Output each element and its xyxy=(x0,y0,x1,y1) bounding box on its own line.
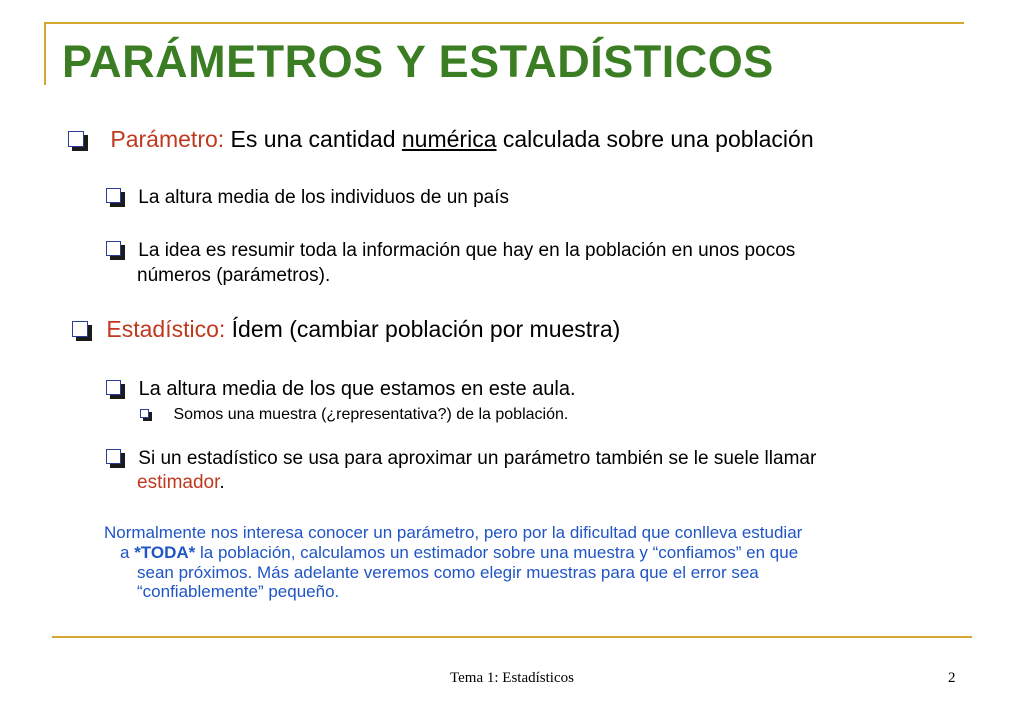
param-def-a: Es una cantidad xyxy=(224,126,402,152)
checkbox-bullet-icon xyxy=(68,131,88,151)
param-example-1: La altura media de los individuos de un país xyxy=(138,187,510,208)
stat-example-2-line-2 xyxy=(137,472,225,494)
checkbox-bullet-icon xyxy=(72,321,92,341)
left-border-line xyxy=(44,22,46,85)
top-border-line xyxy=(44,22,964,24)
stat-def: Ídem (cambiar población por muestra) xyxy=(225,316,621,342)
stat-example-2-line-1: Si un estadístico se usa para aproximar un parámetro también se le suele llamar xyxy=(138,448,817,469)
term-estadistico: Estadístico: xyxy=(106,316,226,342)
sub-bullet-param-ex2 xyxy=(106,240,795,262)
term-parametro: Parámetro: xyxy=(110,126,225,152)
note-line-1: Normalmente nos interesa conocer un parámetro, pero por la dificultad que conlleva estudiar xyxy=(104,523,803,542)
sub-bullet-stat-ex2 xyxy=(106,448,816,470)
bullet-estadistico xyxy=(72,316,620,343)
sub-bullet-param-ex1 xyxy=(106,187,509,209)
checkbox-bullet-icon xyxy=(106,188,125,207)
page-number: 2 xyxy=(948,670,956,686)
param-example-2-line-2: números (parámetros). xyxy=(137,265,331,286)
footer-title: Tema 1: Estadísticos xyxy=(450,670,574,686)
note-line-2 xyxy=(120,543,798,563)
note-line-2a: a xyxy=(120,543,135,562)
note-emphasis-toda: *TODA* xyxy=(134,543,196,562)
stat-example-1-sub: Somos una muestra (¿representativa?) de la población. xyxy=(173,406,569,423)
checkbox-bullet-icon xyxy=(106,241,125,260)
checkbox-bullet-icon xyxy=(106,449,125,468)
sub-sub-bullet-stat-ex1 xyxy=(140,406,568,424)
term-estimador: estimador xyxy=(137,472,220,493)
checkbox-bullet-icon xyxy=(140,409,152,421)
note-line-4: “confiablemente” pequeño. xyxy=(137,582,340,601)
note-line-3: sean próximos. Más adelante veremos como elegir muestras para que el error sea xyxy=(137,563,759,582)
slide-title: PARÁMETROS Y ESTADÍSTICOS xyxy=(62,36,774,87)
param-def-b: calculada sobre una población xyxy=(496,126,814,152)
sub-bullet-stat-ex1 xyxy=(106,378,576,401)
param-def-underlined: numérica xyxy=(401,126,497,152)
bullet-parametro xyxy=(68,126,814,153)
bottom-border-line xyxy=(52,636,972,638)
checkbox-bullet-icon xyxy=(106,380,125,399)
note-line-2c: la población, calculamos un estimador sobre una muestra y “confiamos” en que xyxy=(195,543,799,562)
param-example-2-line-1: La idea es resumir toda la información que hay en la población en unos pocos xyxy=(138,240,796,261)
stat-example-1: La altura media de los que estamos en este aula. xyxy=(138,378,576,400)
stat-example-2-period: . xyxy=(219,472,225,493)
